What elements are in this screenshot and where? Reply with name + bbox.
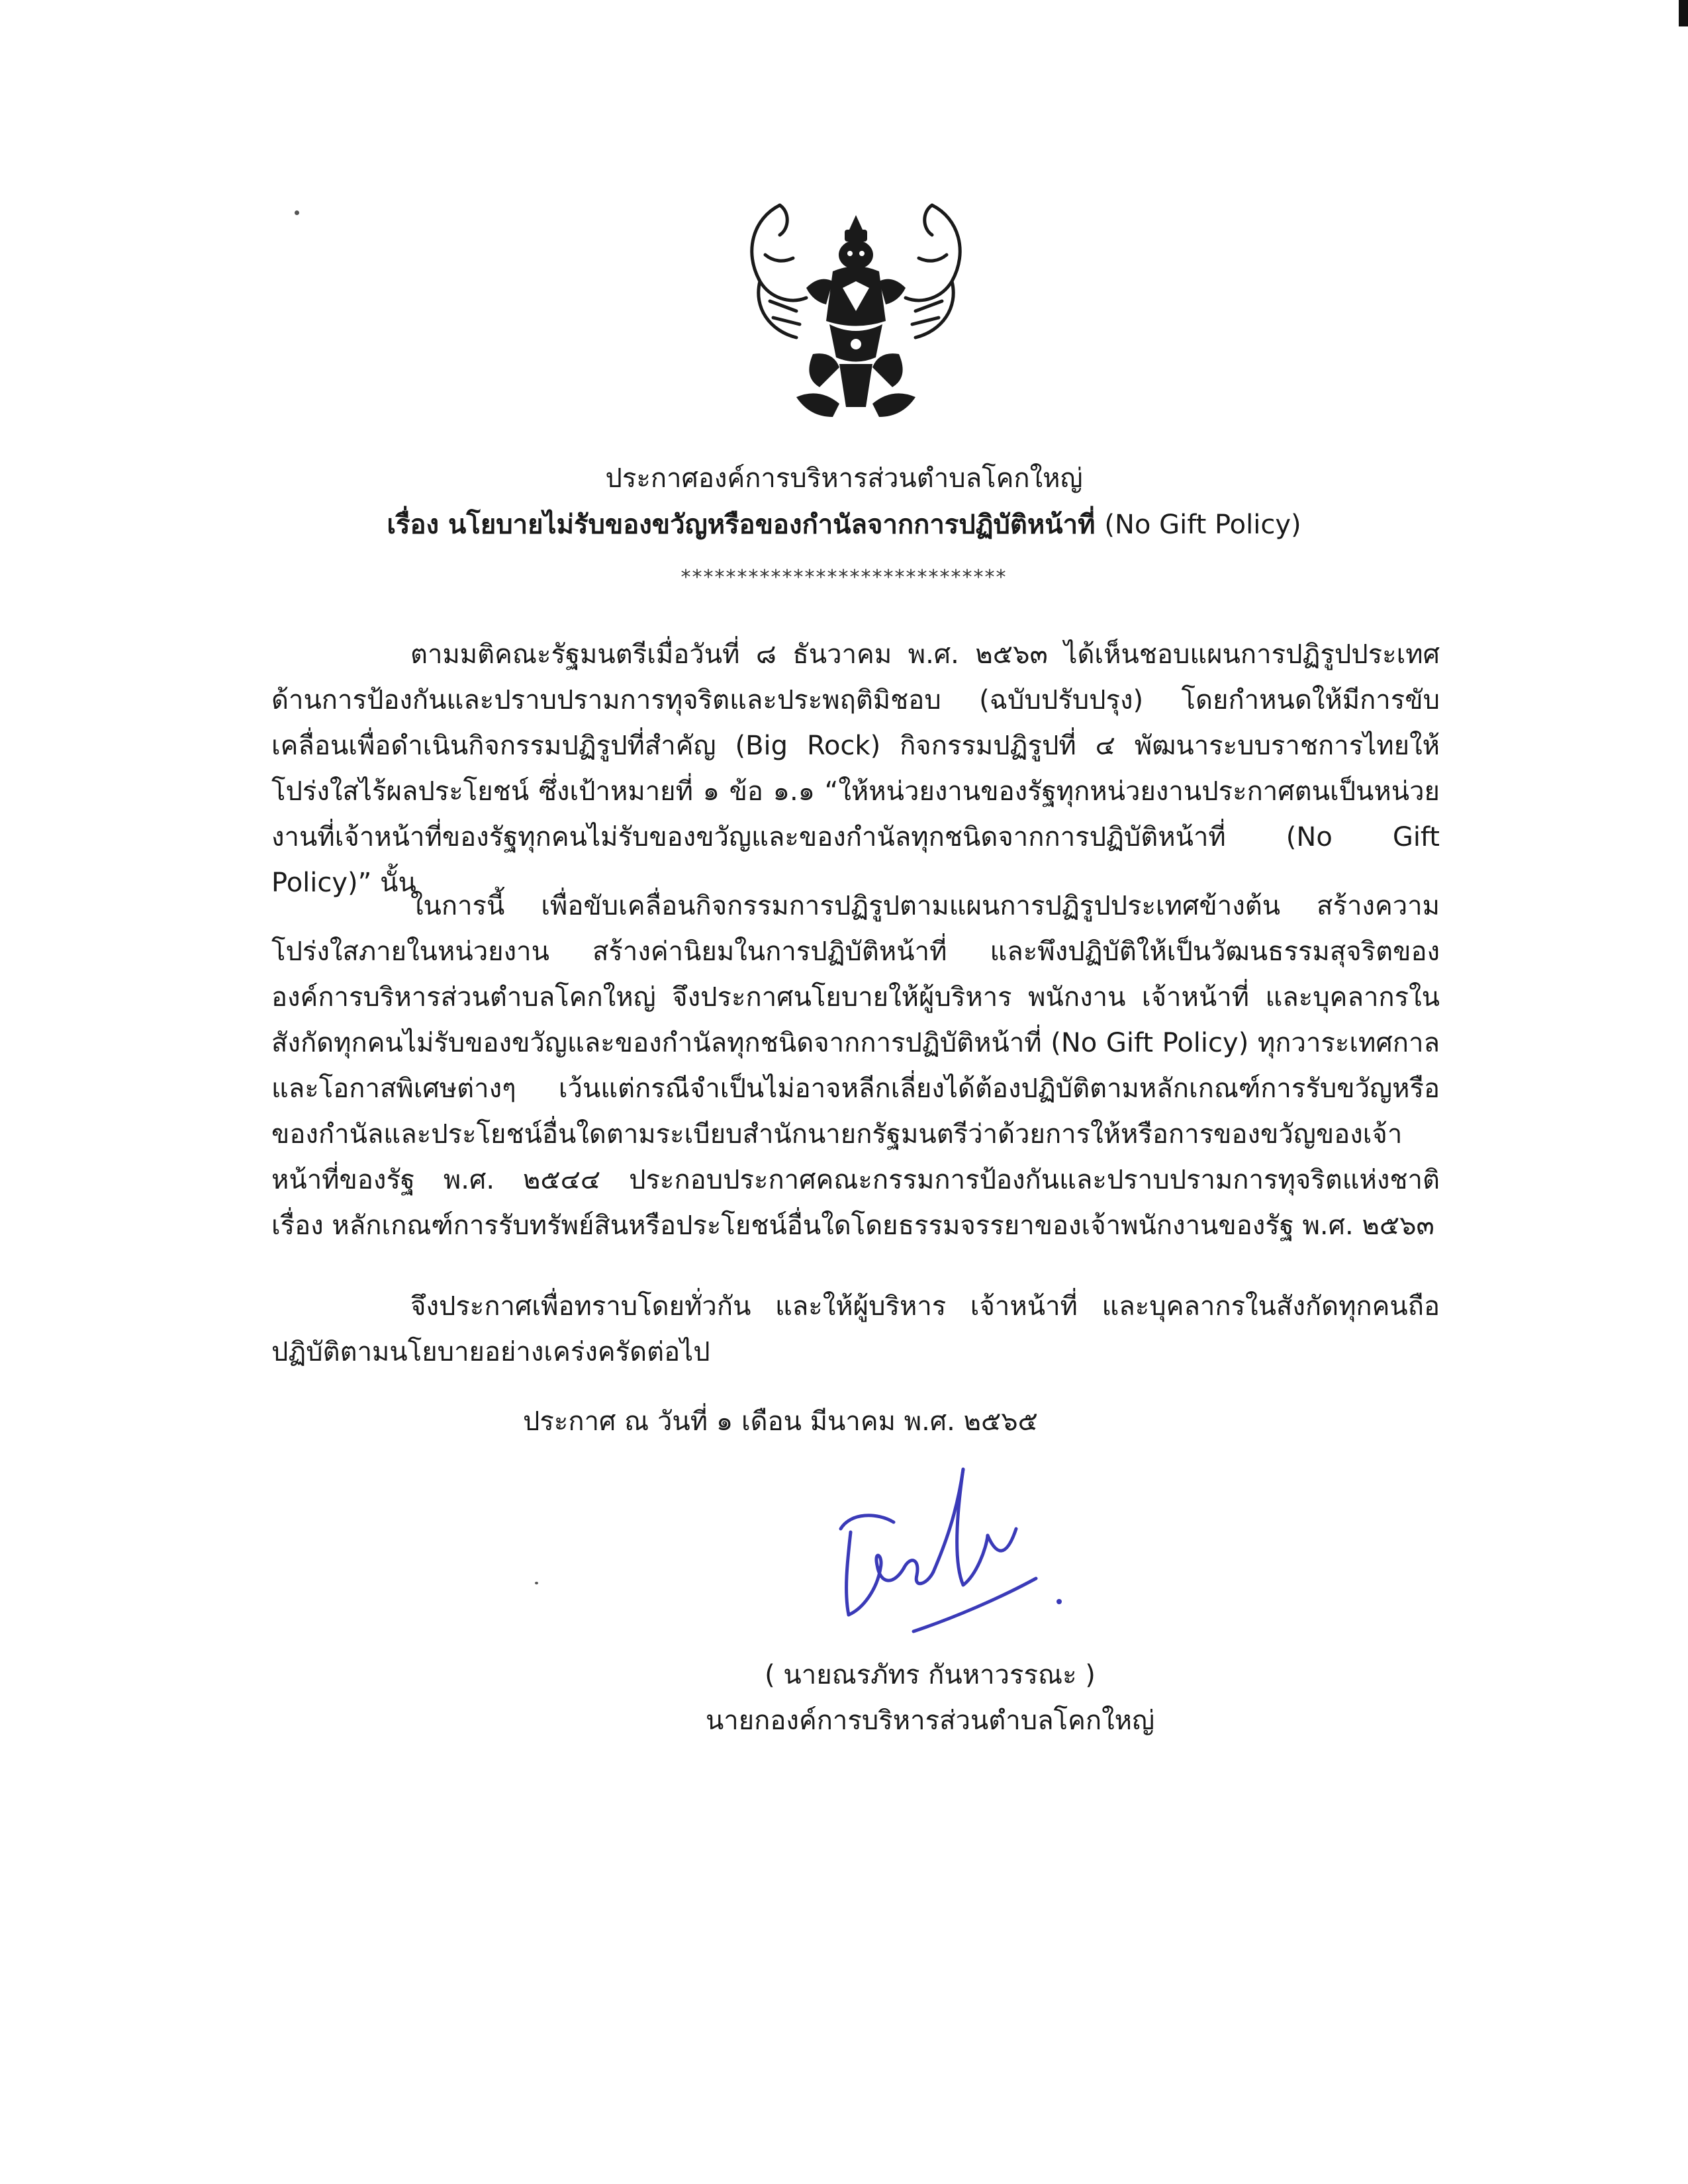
scan-speck bbox=[295, 210, 299, 215]
announcement-subject bbox=[0, 503, 1688, 545]
announcement-title: ประกาศองค์การบริหารส่วนตำบลโคกใหญ่ bbox=[605, 463, 1083, 494]
signer-title: นายกองค์การบริหารส่วนตำบลโคกใหญ่ bbox=[705, 1706, 1155, 1736]
subject-thai: เรื่อง นโยบายไม่รับของขวัญหรือของกำนัลจากการปฏิบัติหน้าที่ bbox=[387, 510, 1096, 540]
scan-speck bbox=[535, 1582, 538, 1584]
handwritten-signature-icon bbox=[814, 1449, 1092, 1661]
scan-edge-mark bbox=[1679, 0, 1688, 26]
separator-stars: ***************************** bbox=[680, 566, 1008, 589]
garuda-emblem-icon bbox=[733, 189, 978, 433]
body-paragraph-3: จึงประกาศเพื่อทราบโดยทั่วกัน และให้ผู้บริหาร เจ้าหน้าที่ และบุคลากรในสังกัดทุกคนถือปฏิบัติตามนโยบายอย่างเคร่งครัดต่อไป bbox=[271, 1291, 1440, 1367]
announcement-date: ประกาศ ณ วันที่ ๑ เดือน มีนาคม พ.ศ. ๒๕๖๕ bbox=[523, 1406, 1038, 1437]
subject-english: (No Gift Policy) bbox=[1104, 510, 1301, 540]
signer-name: ( นายณรภัทร กันหาวรรณะ ) bbox=[765, 1660, 1096, 1690]
body-paragraph-1: ตามมติคณะรัฐมนตรีเมื่อวันที่ ๘ ธันวาคม พ.ศ. ๒๕๖๓ ได้เห็นชอบแผนการปฏิรูปประเทศด้านการป้องกันและปราบปรามการทุจริตและประพฤติมิชอบ (ฉบับปรับปรุง) โดยกำหนดให้มีการขับเคลื่อนเพื่อดำเนินกิจกรรมปฏิรูปที่สำคัญ (Big Rock) กิจกรรมปฏิรูปที่ ๔ พัฒนาระบบราชการไทยให้โปร่งใสไร้ผลประโยชน์ ซึ่งเป้าหมายที่ ๑ ข้อ ๑.๑ “ให้หน่วยงานของรัฐทุกหน่วยงานประกาศตนเป็นหน่วยงานที่เจ้าหน้าที่ของรัฐทุกคนไม่รับของขวัญและของกำนัลทุกชนิดจากการปฏิบัติหน้าที่ (No Gift Policy)” นั้น bbox=[271, 639, 1440, 898]
body-paragraph-2: ในการนี้ เพื่อขับเคลื่อนกิจกรรมการปฏิรูปตามแผนการปฏิรูปประเทศข้างต้น สร้างความโปร่งใสภายในหน่วยงาน สร้างค่านิยมในการปฏิบัติหน้าที่ และพึงปฏิบัติให้เป็นวัฒนธรรมสุจริตขององค์การบริหารส่วนตำบลโคกใหญ่ จึงประกาศนโยบายให้ผู้บริหาร พนักงาน เจ้าหน้าที่ และบุคลากรในสังกัดทุกคนไม่รับของขวัญและของกำนัลทุกชนิดจากการปฏิบัติหน้าที่ (No Gift Policy) ทุกวาระเทศกาลและโอกาสพิเศษต่างๆ เว้นแต่กรณีจำเป็นไม่อาจหลีกเลี่ยงได้ต้องปฏิบัติตามหลักเกณฑ์การรับขวัญหรือของกำนัลและประโยชน์อื่นใดตามระเบียบสำนักนายกรัฐมนตรีว่าด้วยการให้หรือการของขวัญของเจ้าหน้าที่ของรัฐ พ.ศ. ๒๕๔๔ ประกอบประกาศคณะกรรมการป้องกันและปราบปรามการทุจริตแห่งชาติ เรื่อง หลักเกณฑ์การรับทรัพย์สินหรือประโยชน์อื่นใดโดยธรรมจรรยาของเจ้าพนักงานของรัฐ พ.ศ. ๒๕๖๓ bbox=[271, 891, 1440, 1241]
